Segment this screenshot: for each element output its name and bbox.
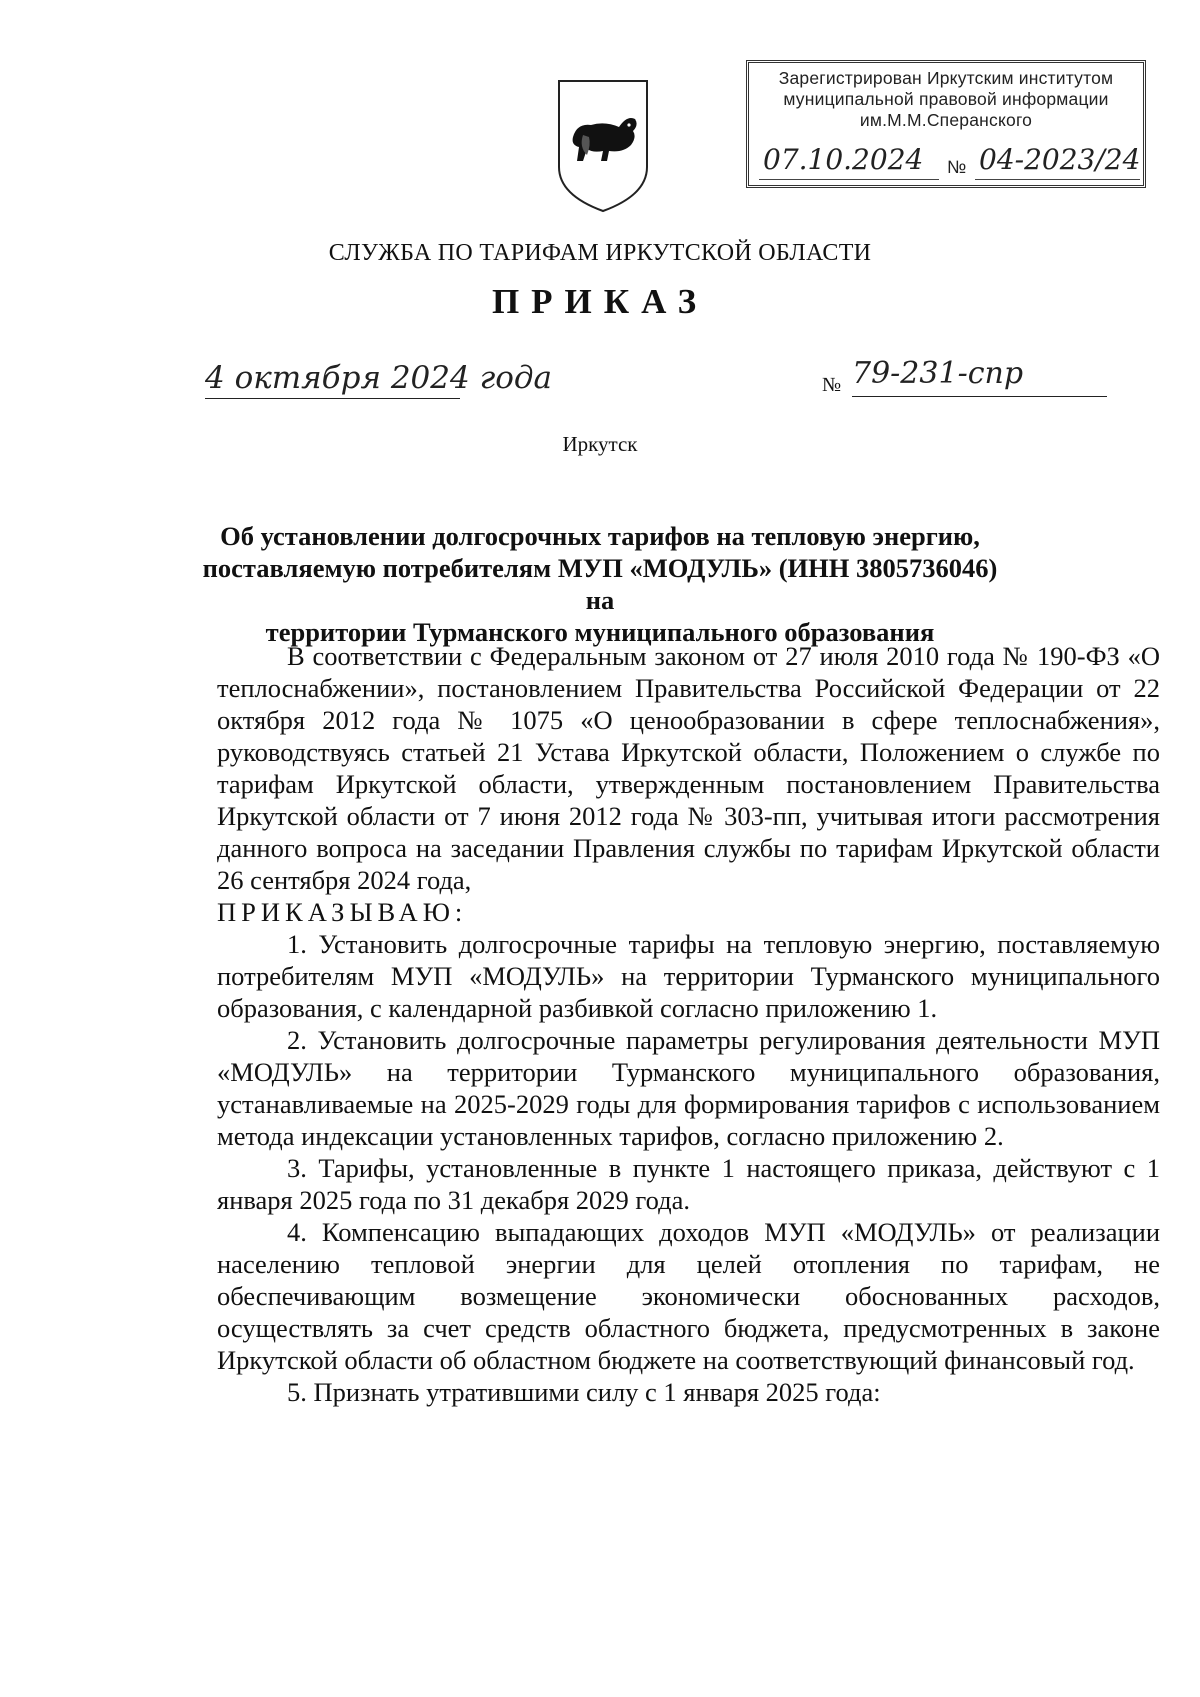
heading-line-3: территории Турманского муниципального образования	[265, 617, 935, 647]
order-number-label: №	[822, 374, 842, 396]
city-name: Иркутск	[562, 432, 638, 456]
order-date-underline	[205, 398, 460, 399]
heading-line-2: поставляемую потребителям МУП «МОДУЛЬ» (ИНН 3805736046) на	[202, 553, 998, 615]
item-5-paragraph: 5. Признать утратившими силу с 1 января 2025 года:	[287, 1377, 881, 1407]
heading-line-1: Об установлении долгосрочных тарифов на тепловую энергию,	[220, 521, 980, 551]
order-number-underline	[852, 396, 1107, 397]
stamp-number-underline	[975, 179, 1140, 180]
preamble-paragraph: В соответствии с Федеральным законом от 27 июля 2010 года № 190-ФЗ «О теплоснабжении», постановлением Правительства Российской Федерации от 22 октября 2012 года № 1075 «О ценообразовании в сфере теплоснабжения», руководствуясь статьей 21 Устава Иркутской области, Положением о службе по тарифам Иркутской области, утвержденным постановлением Правительства Иркутской области от 7 июня 2012 года № 303-пп, учитывая итоги рассмотрения данного вопроса на заседании Правления службы по тарифам Иркутской области 26 сентября 2024 года,	[217, 641, 1160, 895]
document-type-title: ПРИКАЗ	[491, 282, 709, 321]
document-heading	[200, 520, 1000, 648]
document-body	[217, 640, 1160, 1408]
order-handwritten-date: 4 октября 2024 года	[205, 360, 553, 396]
stamp-handwritten-number: 04-2023/24	[979, 143, 1141, 176]
item-2-paragraph: 2. Установить долгосрочные параметры регулирования деятельности МУП «МОДУЛЬ» на территории Турманского муниципального образования, устанавливаемые на 2025-2029 годы для формирования тарифов с использованием метода индексации установленных тарифов, согласно приложению 2.	[217, 1025, 1160, 1151]
stamp-handwritten-date: 07.10.2024	[763, 143, 924, 176]
stamp-date-underline	[759, 179, 939, 180]
coat-of-arms-emblem	[553, 75, 653, 215]
stamp-line-2: муниципальной правовой информации	[783, 89, 1109, 109]
item-3-paragraph: 3. Тарифы, установленные в пункте 1 настоящего приказа, действуют с 1 января 2025 года по 31 декабря 2029 года.	[217, 1153, 1160, 1215]
item-4-paragraph: 4. Компенсацию выпадающих доходов МУП «МОДУЛЬ» от реализации населению тепловой энергии для целей отопления по тарифам, не обеспечивающим возмещение экономически обоснованных расходов, осуществлять за счет средств областного бюджета, предусмотренных в законе Иркутской области об областном бюджете на соответствующий финансовый год.	[217, 1217, 1160, 1375]
stamp-line-3: им.М.М.Сперанского	[859, 110, 1033, 130]
decree-word: ПРИКАЗЫВАЮ:	[217, 897, 468, 927]
order-handwritten-number: 79-231-спр	[852, 356, 1024, 391]
stamp-line-1: Зарегистрирован Иркутским институтом	[778, 68, 1114, 88]
stamp-number-sign: №	[947, 157, 967, 177]
registration-stamp	[746, 60, 1146, 188]
agency-name: СЛУЖБА ПО ТАРИФАМ ИРКУТСКОЙ ОБЛАСТИ	[328, 240, 872, 266]
item-1-paragraph: 1. Установить долгосрочные тарифы на тепловую энергию, поставляемую потребителям МУП «МОДУЛЬ» на территории Турманского муниципального образования, с календарной разбивкой согласно приложению 1.	[217, 929, 1160, 1023]
